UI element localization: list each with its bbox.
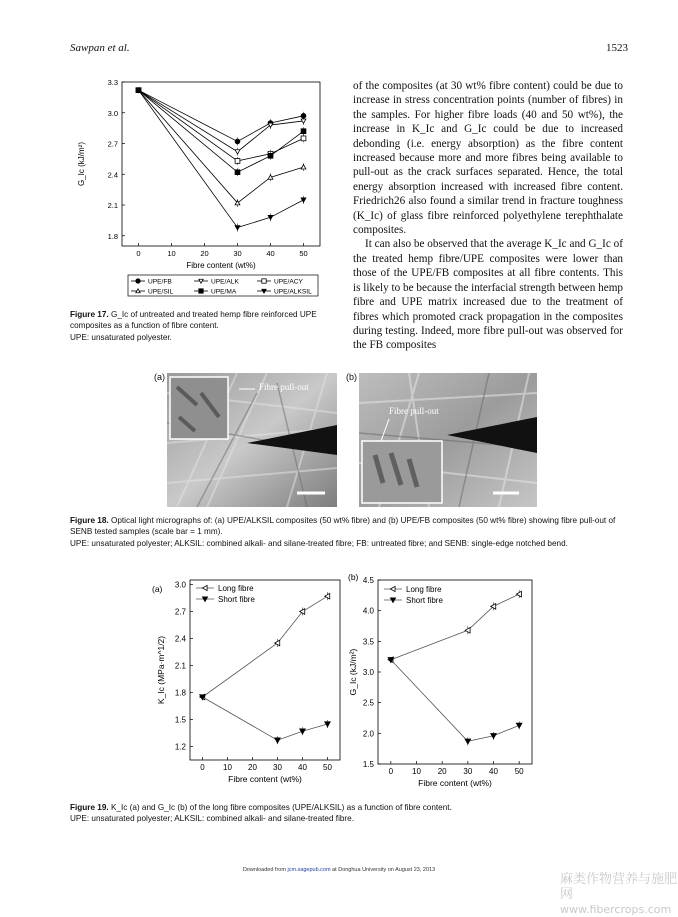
figure-18-abbrev: UPE: unsaturated polyester; ALKSIL: combined alkali- and silane-treated fibre; FB: untreated fibre; and SENB: single-edge notched bend. xyxy=(70,538,568,548)
y-axis-label: K_Ic (MPa·m^1/2) xyxy=(156,635,166,705)
legend-label: UPE/MA xyxy=(211,288,237,296)
legend-marker xyxy=(390,586,395,591)
legend-marker xyxy=(202,585,207,590)
y-tick-label: 2.7 xyxy=(174,607,186,617)
x-tick-label: 50 xyxy=(323,763,332,772)
x-tick-label: 0 xyxy=(388,767,394,776)
x-tick-label: 0 xyxy=(200,763,205,772)
legend-label: UPE/FB xyxy=(148,278,172,286)
figure-19-text: K_Ic (a) and G_Ic (b) of the long fibre composites (UPE/ALKSIL) as a function of fibre content. xyxy=(108,803,452,812)
data-point xyxy=(235,159,240,164)
plot-frame xyxy=(378,580,532,764)
y-tick-label: 2.4 xyxy=(174,634,186,644)
figure-18-panel-b-label: (b) xyxy=(346,372,357,382)
x-tick-label: 50 xyxy=(514,767,524,776)
y-tick-label: 2.7 xyxy=(107,139,118,149)
data-point xyxy=(301,198,306,202)
data-point xyxy=(465,739,471,744)
legend-marker xyxy=(262,279,266,283)
figure-18-panel-a-label: (a) xyxy=(154,372,165,382)
series-line-3 xyxy=(139,90,304,203)
data-point xyxy=(325,593,330,599)
legend-marker xyxy=(199,289,203,293)
figure-18-caption xyxy=(70,515,630,549)
figure-19b-chart xyxy=(340,572,540,798)
figure-18-micrograph-b xyxy=(359,373,537,507)
watermark xyxy=(560,872,678,917)
page-number: 1523 xyxy=(606,42,628,54)
running-head: Sawpan et al. xyxy=(70,42,130,54)
watermark-line-1: 麻类作物营养与施肥网 xyxy=(560,872,678,902)
panel-label: (b) xyxy=(348,572,359,582)
series-line-0 xyxy=(203,596,328,697)
data-point xyxy=(235,170,240,175)
legend-label: Short fibre xyxy=(218,595,255,604)
data-point xyxy=(300,729,306,734)
figure-19-caption xyxy=(70,802,630,825)
data-point xyxy=(516,591,521,597)
fibre-pull-out-label-b: Fibre pull-out xyxy=(389,406,439,416)
footer-prefix: Downloaded from xyxy=(242,867,288,873)
legend-label: UPE/ALK xyxy=(211,278,239,286)
data-point xyxy=(301,136,306,141)
body-text xyxy=(353,79,623,353)
footer-link[interactable]: jcm.sagepub.com xyxy=(287,867,331,873)
x-tick-label: 40 xyxy=(266,249,275,258)
y-tick-label: 1.2 xyxy=(174,742,186,752)
x-tick-label: 50 xyxy=(299,249,308,258)
data-point xyxy=(235,139,240,144)
x-axis-label: Fibre content (wt%) xyxy=(186,261,256,270)
figure-17-label: Figure 17. xyxy=(70,310,109,319)
x-axis-label: Fibre content (wt%) xyxy=(228,774,302,784)
x-tick-label: 0 xyxy=(136,249,141,258)
y-tick-label: 4.5 xyxy=(362,576,374,585)
y-tick-label: 3.0 xyxy=(174,580,186,590)
data-point xyxy=(465,627,470,633)
panel-label: (a) xyxy=(152,584,163,594)
y-tick-label: 2.0 xyxy=(362,729,374,739)
x-tick-label: 10 xyxy=(167,249,176,258)
figure-17-chart xyxy=(70,76,346,304)
legend-label: UPE/ALKSIL xyxy=(274,288,312,296)
legend-marker xyxy=(136,279,140,283)
legend-label: Long fibre xyxy=(218,584,254,593)
watermark-line-2: www.fibercrops.com xyxy=(560,903,672,916)
y-axis-label: G_Ic (kJ/m²) xyxy=(77,142,86,186)
legend-label: UPE/SIL xyxy=(148,288,174,296)
footer-suffix: at Donghua University on August 23, 2013 xyxy=(330,867,436,873)
x-tick-label: 40 xyxy=(489,767,498,776)
y-tick-label: 3.3 xyxy=(107,78,118,87)
y-tick-label: 2.4 xyxy=(107,170,118,180)
x-axis-label: Fibre content (wt%) xyxy=(418,778,492,788)
y-tick-label: 1.5 xyxy=(362,760,374,769)
figure-18-text: Optical light micrographs of: (a) UPE/ALKSIL composites (50 wt% fibre) and (b) UPE/FB composites (50 wt% fibre) showing fibre pull-out of SENB tested samples (scale bar = 1 mm). xyxy=(70,516,616,537)
x-tick-label: 20 xyxy=(437,767,447,776)
figure-19-abbrev: UPE: unsaturated polyester; ALKSIL: combined alkali- and silane-treated fibre. xyxy=(70,814,354,824)
legend-label: Short fibre xyxy=(406,596,443,605)
series-line-1 xyxy=(391,660,519,742)
data-point xyxy=(301,165,306,169)
data-point xyxy=(516,723,522,728)
data-point xyxy=(301,129,306,134)
x-tick-label: 40 xyxy=(298,763,307,772)
y-tick-label: 2.1 xyxy=(107,201,118,210)
x-tick-label: 30 xyxy=(273,763,282,772)
y-tick-label: 2.5 xyxy=(362,698,374,708)
series-line-1 xyxy=(203,697,328,740)
figure-18-micrograph-a xyxy=(167,373,337,507)
x-tick-label: 30 xyxy=(463,767,473,776)
x-tick-label: 20 xyxy=(248,763,257,772)
plot-frame xyxy=(122,82,320,246)
x-tick-label: 10 xyxy=(412,767,421,776)
data-point xyxy=(235,226,240,230)
series-line-2 xyxy=(139,90,304,161)
data-point xyxy=(268,153,273,158)
data-point xyxy=(235,150,240,154)
legend-label: UPE/ACY xyxy=(274,278,303,286)
figure-19-label: Figure 19. xyxy=(70,803,109,812)
x-tick-label: 10 xyxy=(223,763,232,772)
y-axis-label: G_Ic (kJ/m²) xyxy=(348,648,358,696)
y-tick-label: 3.5 xyxy=(362,637,374,647)
legend-label: Long fibre xyxy=(406,585,442,594)
y-tick-label: 3.0 xyxy=(362,668,374,677)
y-tick-label: 3.0 xyxy=(107,108,118,118)
y-tick-label: 1.8 xyxy=(174,688,186,698)
figure-17-caption xyxy=(70,309,346,343)
y-tick-label: 2.1 xyxy=(174,661,186,671)
figure-18-label: Figure 18. xyxy=(70,516,109,525)
y-tick-label: 4.0 xyxy=(362,606,374,616)
x-tick-label: 20 xyxy=(200,249,209,258)
figure-17-text: G_Ic of untreated and treated hemp fibre reinforced UPE composites as a function of fibre content. xyxy=(70,310,317,331)
data-point xyxy=(275,738,281,743)
figure-17-abbrev: UPE: unsaturated polyester. xyxy=(70,332,172,342)
x-tick-label: 30 xyxy=(233,249,242,258)
y-tick-label: 1.8 xyxy=(107,231,118,241)
figure-19a-chart xyxy=(150,572,346,798)
y-tick-label: 1.5 xyxy=(174,715,186,725)
fibre-pull-out-label-a: Fibre pull-out xyxy=(259,382,309,392)
series-line-0 xyxy=(139,90,304,141)
body-paragraph-2: It can also be observed that the average K_Ic and G_Ic of the treated hemp fibre/UPE composites were lower than those of the UPE/FB composites at all fibre contents. This is likely to be because the interfacial strength between hemp fibre and UPE matrix increased due to the treatment of fibres which promoted crack propagation in the composites during testing. Indeed, more fibre pull-out was observed for the FB composites xyxy=(353,238,623,352)
series-line-4 xyxy=(139,90,304,172)
body-paragraph-1: of the composites (at 30 wt% fibre content) could be due to increase in stress concentration points (number of fibres) in the samples. For higher fibre loads (40 and 50 wt%), the increase in K_Ic and G_Ic could be due to increased debonding (i.e. energy absorption) as the fibre content increased because more and more fibres being available to pull-out as the crack surfaces separated. Hence, the total energy absorption increased with increased fibre content. Friedrich26 also found a similar trend in fracture toughness (K_Ic) of glass fibre reinforced polyethylene terephthalate composites. xyxy=(353,80,623,237)
